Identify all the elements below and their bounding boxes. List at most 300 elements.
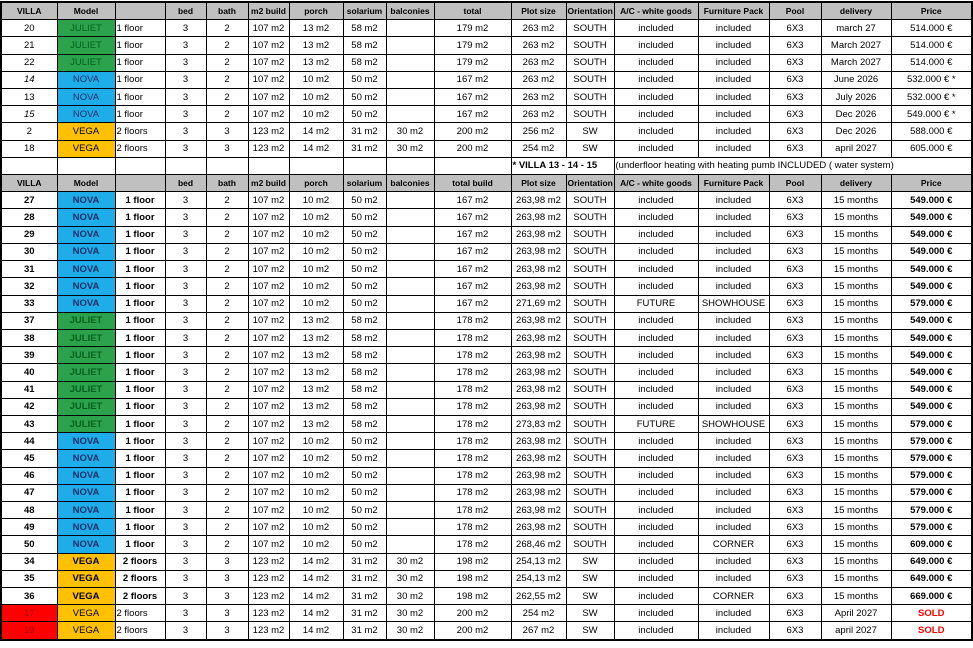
cell-floor: 1 floor	[115, 226, 165, 243]
cell-pool: 6X3	[769, 415, 821, 432]
cell-m2-build: 107 m2	[248, 209, 289, 226]
cell-pool: 6X3	[769, 347, 821, 364]
cell-price: 549.000 €	[891, 192, 972, 209]
col-header-plot-size: Plot size	[511, 175, 566, 192]
cell-total: 200 m2	[434, 140, 511, 157]
cell-total: 178 m2	[434, 398, 511, 415]
cell-total: 167 m2	[434, 295, 511, 312]
cell-delivery: 15 months	[821, 519, 891, 536]
cell-orientation: SOUTH	[566, 54, 614, 71]
cell-porch: 14 m2	[289, 622, 343, 640]
cell-plot-size: 263,98 m2	[511, 209, 566, 226]
cell-solarium: 31 m2	[343, 622, 386, 640]
cell-model: VEGA	[57, 140, 115, 157]
cell-plot-size: 263,98 m2	[511, 381, 566, 398]
cell-porch: 13 m2	[289, 54, 343, 71]
cell-balconies	[386, 295, 434, 312]
cell-ac-white-goods: included	[614, 261, 698, 278]
cell-porch: 10 m2	[289, 106, 343, 123]
cell-porch: 10 m2	[289, 484, 343, 501]
cell-pool: 6X3	[769, 226, 821, 243]
cell-bed: 3	[165, 278, 206, 295]
cell-model: NOVA	[57, 295, 115, 312]
cell-furniture-pack: SHOWHOUSE	[698, 295, 769, 312]
cell-plot-size: 263,98 m2	[511, 398, 566, 415]
cell-bath: 2	[206, 295, 248, 312]
cell-bath: 2	[206, 209, 248, 226]
cell-furniture-pack: included	[698, 519, 769, 536]
cell-floor: 1 floor	[115, 484, 165, 501]
cell-solarium: 58 m2	[343, 415, 386, 432]
cell-plot-size: 263 m2	[511, 106, 566, 123]
cell-pool: 6X3	[769, 37, 821, 54]
cell-balconies: 30 m2	[386, 570, 434, 587]
col-header-delivery: delivery	[821, 2, 891, 20]
cell-villa: 35	[1, 570, 57, 587]
cell-total: 178 m2	[434, 381, 511, 398]
table-row-villa-30	[1, 243, 972, 260]
cell-villa: 36	[1, 587, 57, 604]
cell-porch: 10 m2	[289, 536, 343, 553]
cell-orientation: SOUTH	[566, 312, 614, 329]
cell-balconies	[386, 467, 434, 484]
table-row-villa-21	[1, 37, 972, 54]
cell-model: NOVA	[57, 226, 115, 243]
cell-model: NOVA	[57, 192, 115, 209]
col-header-m2-build: m2 build	[248, 175, 289, 192]
cell-empty	[206, 157, 248, 174]
cell-total: 167 m2	[434, 209, 511, 226]
cell-porch: 10 m2	[289, 226, 343, 243]
cell-total: 178 m2	[434, 519, 511, 536]
cell-m2-build: 107 m2	[248, 261, 289, 278]
cell-balconies: 30 m2	[386, 587, 434, 604]
cell-plot-size: 263,98 m2	[511, 226, 566, 243]
cell-pool: 6X3	[769, 123, 821, 140]
cell-delivery: 15 months	[821, 450, 891, 467]
cell-m2-build: 107 m2	[248, 37, 289, 54]
cell-bed: 3	[165, 329, 206, 346]
cell-floor: 2 floors	[115, 587, 165, 604]
cell-villa: 21	[1, 37, 57, 54]
cell-ac-white-goods: included	[614, 209, 698, 226]
cell-balconies	[386, 54, 434, 71]
table-row-villa-45	[1, 450, 972, 467]
cell-model: JULIET	[57, 415, 115, 432]
cell-total: 198 m2	[434, 570, 511, 587]
cell-price: 549.000 €	[891, 398, 972, 415]
cell-delivery: 15 months	[821, 278, 891, 295]
table-row-villa-22	[1, 54, 972, 71]
cell-floor: 2 floors	[115, 123, 165, 140]
cell-price: 588.000 €	[891, 123, 972, 140]
cell-m2-build: 107 m2	[248, 192, 289, 209]
cell-porch: 10 m2	[289, 89, 343, 106]
cell-solarium: 50 m2	[343, 484, 386, 501]
cell-m2-build: 107 m2	[248, 312, 289, 329]
cell-balconies	[386, 243, 434, 260]
cell-pool: 6X3	[769, 71, 821, 88]
table-row-villa-34	[1, 553, 972, 570]
cell-orientation: SW	[566, 622, 614, 640]
cell-total: 178 m2	[434, 484, 511, 501]
cell-orientation: SOUTH	[566, 37, 614, 54]
cell-model: JULIET	[57, 347, 115, 364]
cell-solarium: 50 m2	[343, 226, 386, 243]
cell-solarium: 58 m2	[343, 381, 386, 398]
cell-villa: 22	[1, 54, 57, 71]
cell-solarium: 50 m2	[343, 209, 386, 226]
header-row-1	[1, 2, 972, 20]
cell-empty	[165, 157, 206, 174]
cell-model: VEGA	[57, 553, 115, 570]
cell-furniture-pack: CORNER	[698, 536, 769, 553]
cell-plot-size: 263,98 m2	[511, 243, 566, 260]
cell-model: NOVA	[57, 519, 115, 536]
cell-plot-size: 256 m2	[511, 123, 566, 140]
cell-bath: 2	[206, 433, 248, 450]
cell-solarium: 58 m2	[343, 20, 386, 37]
cell-bed: 3	[165, 553, 206, 570]
cell-m2-build: 107 m2	[248, 536, 289, 553]
cell-plot-size: 263,98 m2	[511, 484, 566, 501]
cell-plot-size: 254,13 m2	[511, 570, 566, 587]
cell-price: SOLD	[891, 605, 972, 622]
cell-plot-size: 268,46 m2	[511, 536, 566, 553]
cell-pool: 6X3	[769, 501, 821, 518]
cell-bed: 3	[165, 501, 206, 518]
cell-orientation: SOUTH	[566, 20, 614, 37]
cell-delivery: march 27	[821, 20, 891, 37]
cell-solarium: 50 m2	[343, 450, 386, 467]
col-header-model: Model	[57, 175, 115, 192]
cell-ac-white-goods: included	[614, 106, 698, 123]
cell-total: 178 m2	[434, 415, 511, 432]
cell-villa: 32	[1, 278, 57, 295]
cell-ac-white-goods: included	[614, 140, 698, 157]
cell-model: VEGA	[57, 605, 115, 622]
cell-m2-build: 123 m2	[248, 570, 289, 587]
cell-furniture-pack: included	[698, 484, 769, 501]
cell-price: 579.000 €	[891, 501, 972, 518]
cell-solarium: 50 m2	[343, 71, 386, 88]
cell-villa: 39	[1, 347, 57, 364]
cell-ac-white-goods: included	[614, 226, 698, 243]
cell-pool: 6X3	[769, 106, 821, 123]
cell-bath: 2	[206, 364, 248, 381]
cell-m2-build: 107 m2	[248, 415, 289, 432]
cell-model: NOVA	[57, 243, 115, 260]
cell-bed: 3	[165, 587, 206, 604]
cell-villa: 42	[1, 398, 57, 415]
cell-bed: 3	[165, 605, 206, 622]
cell-porch: 14 m2	[289, 553, 343, 570]
col-header-plot-size: Plot size	[511, 2, 566, 20]
cell-villa: 46	[1, 467, 57, 484]
cell-furniture-pack: included	[698, 192, 769, 209]
cell-ac-white-goods: included	[614, 605, 698, 622]
cell-plot-size: 271,69 m2	[511, 295, 566, 312]
cell-furniture-pack: included	[698, 140, 769, 157]
cell-delivery: 15 months	[821, 467, 891, 484]
cell-solarium: 50 m2	[343, 295, 386, 312]
cell-furniture-pack: included	[698, 347, 769, 364]
cell-plot-size: 263,98 m2	[511, 364, 566, 381]
cell-floor: 1 floor	[115, 89, 165, 106]
cell-m2-build: 107 m2	[248, 450, 289, 467]
cell-plot-size: 263,98 m2	[511, 501, 566, 518]
cell-bed: 3	[165, 243, 206, 260]
cell-price: 549.000 €	[891, 278, 972, 295]
col-header-balconies: balconies	[386, 175, 434, 192]
cell-delivery: July 2026	[821, 89, 891, 106]
cell-bed: 3	[165, 622, 206, 640]
cell-bath: 3	[206, 553, 248, 570]
cell-m2-build: 123 m2	[248, 140, 289, 157]
cell-ac-white-goods: included	[614, 484, 698, 501]
cell-bath: 3	[206, 605, 248, 622]
cell-balconies	[386, 536, 434, 553]
cell-bed: 3	[165, 415, 206, 432]
cell-orientation: SOUTH	[566, 89, 614, 106]
cell-plot-size: 263 m2	[511, 37, 566, 54]
cell-porch: 13 m2	[289, 364, 343, 381]
cell-delivery: 15 months	[821, 295, 891, 312]
cell-villa: 13	[1, 89, 57, 106]
table-row-villa-46	[1, 467, 972, 484]
col-header-total: total	[434, 2, 511, 20]
cell-price: 649.000 €	[891, 570, 972, 587]
col-header-total: total build	[434, 175, 511, 192]
cell-model: NOVA	[57, 106, 115, 123]
cell-price: 549.000 €	[891, 347, 972, 364]
cell-m2-build: 107 m2	[248, 347, 289, 364]
cell-villa: 28	[1, 209, 57, 226]
cell-ac-white-goods: included	[614, 278, 698, 295]
separator-note-row	[1, 157, 972, 174]
cell-delivery: 15 months	[821, 501, 891, 518]
cell-ac-white-goods: included	[614, 364, 698, 381]
cell-orientation: SOUTH	[566, 243, 614, 260]
col-header-model: Model	[57, 2, 115, 20]
cell-porch: 10 m2	[289, 295, 343, 312]
cell-delivery: 15 months	[821, 364, 891, 381]
table-row-villa-15	[1, 106, 972, 123]
cell-ac-white-goods: included	[614, 37, 698, 54]
col-header-villa: VILLA	[1, 175, 57, 192]
col-header-solarium: solarium	[343, 175, 386, 192]
cell-floor: 1 floor	[115, 501, 165, 518]
cell-bed: 3	[165, 123, 206, 140]
table-row-villa-2	[1, 123, 972, 140]
cell-ac-white-goods: included	[614, 20, 698, 37]
cell-ac-white-goods: included	[614, 329, 698, 346]
cell-pool: 6X3	[769, 89, 821, 106]
cell-furniture-pack: included	[698, 278, 769, 295]
cell-total: 178 m2	[434, 347, 511, 364]
cell-floor: 2 floors	[115, 622, 165, 640]
cell-pool: 6X3	[769, 605, 821, 622]
cell-m2-build: 107 m2	[248, 484, 289, 501]
cell-m2-build: 107 m2	[248, 329, 289, 346]
cell-delivery: March 2027	[821, 37, 891, 54]
cell-solarium: 58 m2	[343, 54, 386, 71]
cell-floor: 1 floor	[115, 209, 165, 226]
cell-price: SOLD	[891, 622, 972, 640]
table-row-villa-37	[1, 312, 972, 329]
cell-ac-white-goods: included	[614, 71, 698, 88]
cell-orientation: SOUTH	[566, 398, 614, 415]
cell-floor: 1 floor	[115, 71, 165, 88]
cell-price: 549.000 €	[891, 243, 972, 260]
cell-price: 605.000 €	[891, 140, 972, 157]
cell-villa: 18	[1, 140, 57, 157]
col-header-price: Price	[891, 2, 972, 20]
cell-ac-white-goods: included	[614, 553, 698, 570]
table-row-villa-19	[1, 622, 972, 640]
cell-porch: 13 m2	[289, 312, 343, 329]
cell-m2-build: 123 m2	[248, 622, 289, 640]
cell-floor: 1 floor	[115, 364, 165, 381]
cell-orientation: SW	[566, 587, 614, 604]
cell-orientation: SOUTH	[566, 295, 614, 312]
cell-delivery: 15 months	[821, 536, 891, 553]
cell-balconies	[386, 347, 434, 364]
cell-floor: 1 floor	[115, 261, 165, 278]
cell-villa: 19	[1, 622, 57, 640]
cell-solarium: 31 m2	[343, 123, 386, 140]
cell-plot-size: 273,83 m2	[511, 415, 566, 432]
cell-pool: 6X3	[769, 20, 821, 37]
cell-pool: 6X3	[769, 587, 821, 604]
cell-bath: 2	[206, 20, 248, 37]
col-header-floor	[115, 175, 165, 192]
cell-model: VEGA	[57, 570, 115, 587]
cell-bath: 2	[206, 450, 248, 467]
cell-orientation: SOUTH	[566, 278, 614, 295]
cell-floor: 1 floor	[115, 54, 165, 71]
cell-porch: 10 m2	[289, 192, 343, 209]
cell-porch: 14 m2	[289, 605, 343, 622]
cell-model: JULIET	[57, 364, 115, 381]
cell-delivery: 15 months	[821, 570, 891, 587]
cell-delivery: april 2027	[821, 140, 891, 157]
cell-bath: 2	[206, 347, 248, 364]
cell-empty	[115, 157, 165, 174]
cell-floor: 2 floors	[115, 140, 165, 157]
cell-furniture-pack: included	[698, 54, 769, 71]
cell-bath: 2	[206, 519, 248, 536]
cell-m2-build: 107 m2	[248, 20, 289, 37]
table-row-villa-38	[1, 329, 972, 346]
cell-model: NOVA	[57, 467, 115, 484]
col-header-porch: porch	[289, 175, 343, 192]
cell-bath: 2	[206, 398, 248, 415]
cell-model: NOVA	[57, 209, 115, 226]
cell-total: 200 m2	[434, 622, 511, 640]
cell-orientation: SOUTH	[566, 364, 614, 381]
cell-villa: 29	[1, 226, 57, 243]
col-header-bath: bath	[206, 2, 248, 20]
table-row-villa-41	[1, 381, 972, 398]
cell-furniture-pack: included	[698, 209, 769, 226]
cell-model: NOVA	[57, 261, 115, 278]
cell-floor: 1 floor	[115, 295, 165, 312]
cell-total: 178 m2	[434, 450, 511, 467]
cell-porch: 13 m2	[289, 20, 343, 37]
cell-villa: 34	[1, 553, 57, 570]
cell-total: 167 m2	[434, 226, 511, 243]
cell-ac-white-goods: included	[614, 381, 698, 398]
cell-m2-build: 107 m2	[248, 433, 289, 450]
cell-total: 167 m2	[434, 243, 511, 260]
cell-ac-white-goods: included	[614, 312, 698, 329]
col-header-delivery: delivery	[821, 175, 891, 192]
table-row-villa-48	[1, 501, 972, 518]
cell-plot-size: 263,98 m2	[511, 433, 566, 450]
cell-m2-build: 107 m2	[248, 381, 289, 398]
cell-bath: 3	[206, 587, 248, 604]
cell-model: NOVA	[57, 71, 115, 88]
cell-total: 178 m2	[434, 364, 511, 381]
cell-porch: 10 m2	[289, 243, 343, 260]
cell-pool: 6X3	[769, 140, 821, 157]
cell-balconies	[386, 450, 434, 467]
cell-total: 178 m2	[434, 312, 511, 329]
cell-m2-build: 107 m2	[248, 54, 289, 71]
cell-delivery: 15 months	[821, 381, 891, 398]
cell-orientation: SOUTH	[566, 519, 614, 536]
cell-total: 178 m2	[434, 433, 511, 450]
table-row-villa-43	[1, 415, 972, 432]
cell-furniture-pack: included	[698, 433, 769, 450]
cell-model: VEGA	[57, 622, 115, 640]
cell-ac-white-goods: included	[614, 622, 698, 640]
cell-empty	[343, 157, 386, 174]
cell-ac-white-goods: included	[614, 519, 698, 536]
cell-porch: 10 m2	[289, 467, 343, 484]
cell-porch: 13 m2	[289, 415, 343, 432]
cell-furniture-pack: included	[698, 37, 769, 54]
cell-solarium: 50 m2	[343, 89, 386, 106]
col-header-bed: bed	[165, 175, 206, 192]
cell-orientation: SW	[566, 140, 614, 157]
table-row-villa-42	[1, 398, 972, 415]
cell-orientation: SOUTH	[566, 106, 614, 123]
cell-price: 579.000 €	[891, 519, 972, 536]
cell-villa: 49	[1, 519, 57, 536]
cell-delivery: April 2027	[821, 605, 891, 622]
cell-furniture-pack: included	[698, 226, 769, 243]
col-header-bath: bath	[206, 175, 248, 192]
cell-bath: 3	[206, 570, 248, 587]
cell-balconies	[386, 329, 434, 346]
cell-furniture-pack: included	[698, 381, 769, 398]
cell-plot-size: 254,13 m2	[511, 553, 566, 570]
cell-porch: 14 m2	[289, 570, 343, 587]
cell-floor: 1 floor	[115, 329, 165, 346]
cell-ac-white-goods: included	[614, 433, 698, 450]
cell-furniture-pack: CORNER	[698, 587, 769, 604]
cell-m2-build: 123 m2	[248, 123, 289, 140]
cell-porch: 14 m2	[289, 587, 343, 604]
table-row-villa-47	[1, 484, 972, 501]
cell-villa: 27	[1, 192, 57, 209]
cell-balconies	[386, 519, 434, 536]
cell-bed: 3	[165, 398, 206, 415]
cell-solarium: 31 m2	[343, 570, 386, 587]
cell-delivery: 15 months	[821, 398, 891, 415]
